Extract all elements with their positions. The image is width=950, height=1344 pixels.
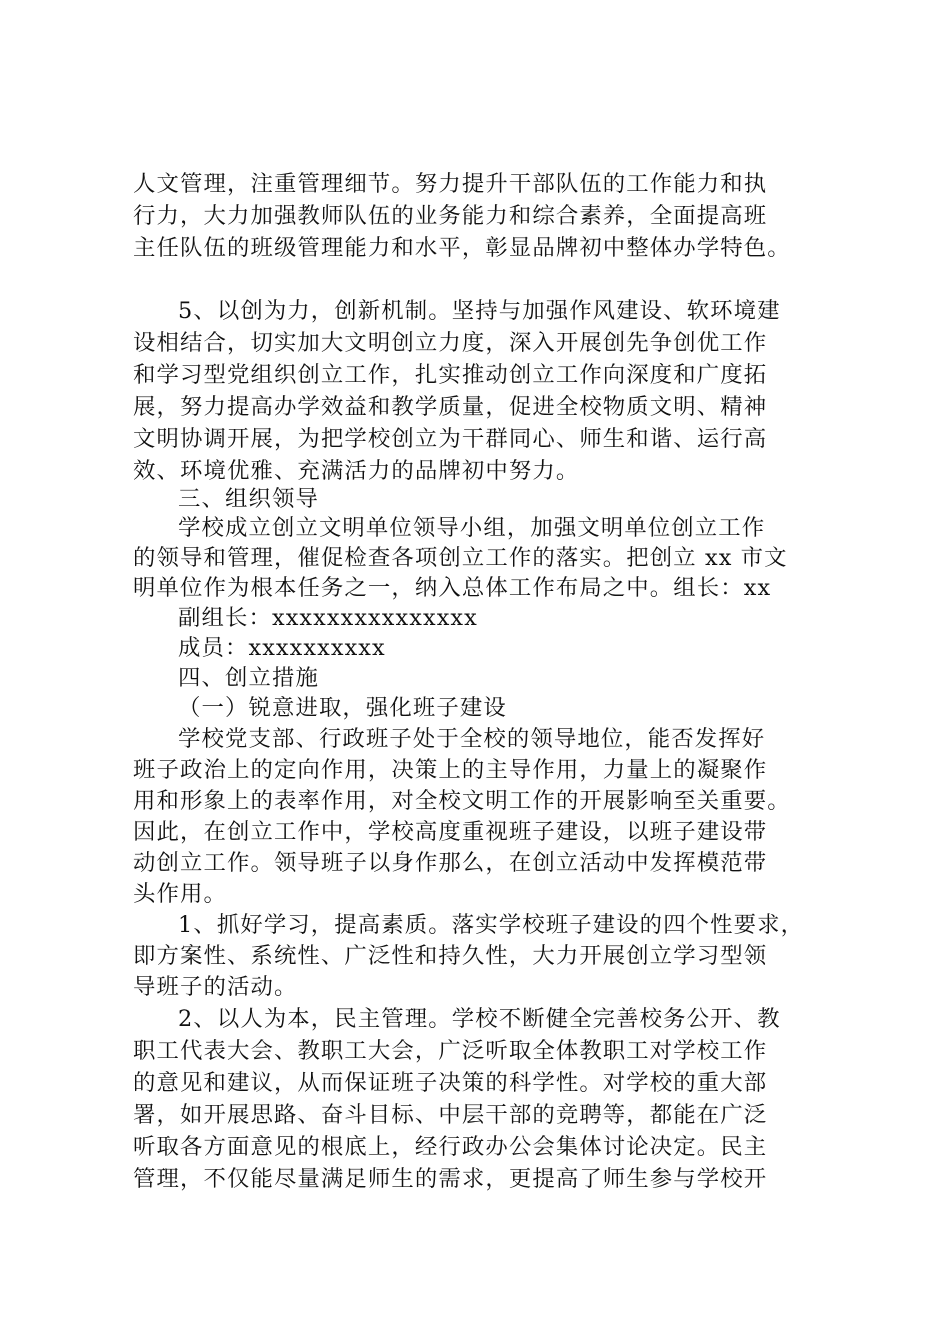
text-line: 的意见和建议，从而保证班子决策的科学性。对学校的重大部 <box>133 1070 768 1096</box>
text-line: 行力，大力加强教师队伍的业务能力和综合素养，全面提高班 <box>133 203 768 229</box>
text-line: 2、以人为本，民主管理。学校不断健全完善校务公开、教 <box>178 1006 781 1032</box>
text-line: 因此，在创立工作中，学校高度重视班子建设，以班子建设带 <box>133 819 768 845</box>
text-line: 听取各方面意见的根底上，经行政办公会集体讨论决定。民主 <box>133 1134 768 1160</box>
text-line: 用和形象上的表率作用，对全校文明工作的开展影响至关重要。 <box>133 788 791 814</box>
text-line: 的领导和管理，催促检查各项创立工作的落实。把创立 xx 市文 <box>133 545 788 571</box>
text-line: 署，如开展思路、奋斗目标、中层干部的竞聘等，都能在广泛 <box>133 1102 768 1128</box>
text-line: 管理，不仅能尽量满足师生的需求，更提高了师生参与学校开 <box>133 1166 768 1192</box>
text-line: 头作用。 <box>133 881 227 907</box>
text-line: 明单位作为根本任务之一，纳入总体工作布局之中。组长：xx <box>133 575 772 601</box>
text-line: 学校党支部、行政班子处于全校的领导地位，能否发挥好 <box>178 726 766 752</box>
subsection-heading: （一）锐意进取，强化班子建设 <box>178 695 507 721</box>
text-line: 即方案性、系统性、广泛性和持久性，大力开展创立学习型领 <box>133 943 768 969</box>
text-line: 和学习型党组织创立工作，扎实推动创立工作向深度和广度拓 <box>133 362 768 388</box>
text-line: 副组长：xxxxxxxxxxxxxxx <box>178 605 478 631</box>
text-line: 职工代表大会、教职工大会，广泛听取全体教职工对学校工作 <box>133 1038 768 1064</box>
text-line: 动创立工作。领导班子以身作那么，在创立活动中发挥模范带 <box>133 850 768 876</box>
section-heading: 四、创立措施 <box>178 665 319 691</box>
text-line: 效、环境优雅、充满活力的品牌初中努力。 <box>133 458 580 484</box>
text-line: 班子政治上的定向作用，决策上的主导作用，力量上的凝聚作 <box>133 757 768 783</box>
text-line: 1、抓好学习，提高素质。落实学校班子建设的四个性要求， <box>178 912 805 938</box>
text-line: 成员：xxxxxxxxxx <box>178 635 386 661</box>
text-line: 人文管理，注重管理细节。努力提升干部队伍的工作能力和执 <box>133 171 768 197</box>
section-heading: 三、组织领导 <box>178 486 319 512</box>
text-line: 学校成立创立文明单位领导小组，加强文明单位创立工作 <box>178 515 766 541</box>
text-line: 5、以创为力，创新机制。坚持与加强作风建设、软环境建 <box>178 298 781 324</box>
text-line: 设相结合，切实加大文明创立力度，深入开展创先争创优工作 <box>133 330 768 356</box>
text-line: 文明协调开展，为把学校创立为干群同心、师生和谐、运行高 <box>133 426 768 452</box>
text-line: 导班子的活动。 <box>133 974 298 1000</box>
text-line: 展，努力提高办学效益和教学质量，促进全校物质文明、精神 <box>133 394 768 420</box>
text-line: 主任队伍的班级管理能力和水平，彰显品牌初中整体办学特色。 <box>133 235 791 261</box>
